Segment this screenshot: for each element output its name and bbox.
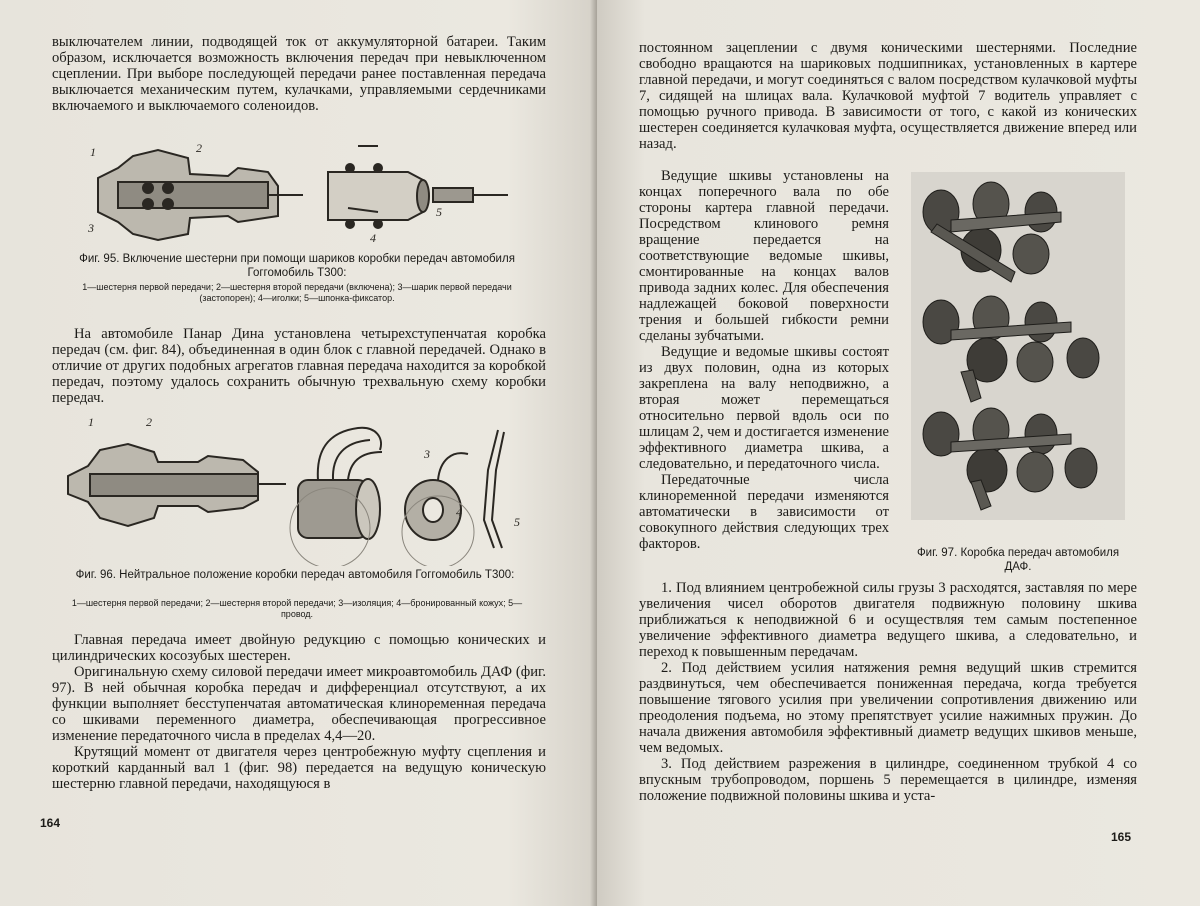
left-text-block-top — [52, 34, 546, 114]
right-para-top: постоянном зацеплении с двумя коническими шестернями. Последние свободно вращаются на шариковых подшипниках, установленных в картере главной передачи, и могут соединяться с валом посредством кулачковой муфты 7, сидящей на шлицах вала. Кулачковой муфтой 7 водитель управляет с помощью ручного привода. В зависимости от того, с какой из конических шестерен соединяется кулачковая муфта, осуществляется движение вперед или назад. — [639, 40, 1137, 152]
fig95-label-3: 3 — [88, 221, 94, 235]
fig96-label-5: 5 — [514, 515, 520, 529]
left-para-torque: Крутящий момент от двигателя через центробежную муфту сцепления и короткий карданный вал 1 (фиг. 98) передается на ведущую коническую шестерню главной передачи, находящуюся в — [52, 744, 546, 792]
fig96-drawing — [58, 410, 538, 566]
fig95-label-1: 1 — [90, 145, 96, 159]
fig95-legend: 1—шестерня первой передачи; 2—шестерня второй передачи (включена); 3—шарик первой передачи (застопорен); 4—иголки; 5—шпонка-фиксатор. — [82, 282, 512, 303]
left-page-number: 164 — [40, 816, 61, 830]
left-para-main-drive: Главная передача имеет двойную редукцию с помощью конических и цилиндрических косозубых шестерен. — [52, 632, 546, 664]
fig95-label-5: 5 — [436, 205, 442, 219]
fig96-label-3: 3 — [424, 447, 430, 461]
fig96-legend: 1—шестерня первой передачи; 2—шестерня второй передачи; 3—изоляция; 4—бронированный кожух; 5—провод. — [71, 598, 523, 619]
right-para-pulleys: Ведущие шкивы установлены на концах поперечного вала по обе стороны картера главной передачи. Посредством клинового ремня вращение передается на соответствующие ведомые шкивы, смонтированные на концах валов привода задних колес. Для обеспечения надлежащей боковой поверхности трения и большей гибкости ремни сделаны зубчатыми. — [639, 168, 889, 344]
fig95-label-4: 4 — [370, 231, 376, 245]
fig96-label-2: 2 — [146, 415, 152, 429]
left-page — [0, 0, 597, 906]
fig96-label-4: 4 — [456, 505, 462, 519]
right-item-1: 1. Под влиянием центробежной силы грузы 3 расходятся, заставляя по мере увеличения чисел оборотов двигателя подвижную половину шкива приближаться к неподвижной 6 и осуществляя тем самым постепенное увеличение эффективного диаметра ведущего шкива, а следовательно, и переход к повышенным передачам. — [639, 580, 1137, 660]
fig96-label-1: 1 — [88, 415, 94, 429]
left-text-block-bottom — [52, 632, 546, 792]
fig97-caption: Фиг. 97. Коробка передач автомобиля ДАФ. — [916, 547, 1120, 573]
right-page — [597, 0, 1200, 906]
right-text-column — [639, 168, 889, 552]
right-text-block-bottom — [639, 580, 1137, 804]
right-text-block-top — [639, 40, 1137, 152]
fig95-label-2: 2 — [196, 141, 202, 155]
right-para-ratios: Передаточные числа клиноременной передачи изменяются автоматически в зависимости от совокупного действия следующих трех факторов. — [639, 472, 889, 552]
fig95-drawing — [78, 138, 518, 246]
fig96-caption: Фиг. 96. Нейтральное положение коробки передач автомобиля Гоггомобиль Т300: — [75, 569, 515, 581]
fig97-photo — [911, 172, 1125, 520]
left-para-daf: Оригинальную схему силовой передачи имеет микроавтомобиль ДАФ (фиг. 97). В ней обычная коробка передач и дифференциал отсутствуют, а их функции выполняет бесступенчатая автоматическая клиноременная передача со шкивами переменного диаметра, обеспечивающая прогрессивное изменение передаточного числа в пределах 4,4—20. — [52, 664, 546, 744]
left-text-block-mid — [52, 326, 546, 406]
left-para-panhard: На автомобиле Панар Дина установлена четырехступенчатая коробка передач (см. фиг. 84), объединенная в один блок с главной передачей. Однако в отличие от других подобных агрегатов главная передача находится за коробкой передач, поэтому удалось сохранить обычную трехвальную схему коробки передач. — [52, 326, 546, 406]
right-para-halves: Ведущие и ведомые шкивы состоят из двух половин, одна из которых закреплена на валу неподвижно, а вторая может перемещаться относительно первой вдоль оси по шлицам 2, чем и достигается изменение эффективного диаметра шкива, а следовательно, и передаточного числа. — [639, 344, 889, 472]
right-item-2: 2. Под действием усилия натяжения ремня ведущий шкив стремится раздвинуться, чем обеспечивается пониженная передача, когда требуется повышение тягового усилия при увеличении сопротивления движению или преодоления подъема, но этому препятствует усилие нажимных пружин. До начала движения автомобиля эффективный диаметр ведущих шкивов меньше, чем ведомых. — [639, 660, 1137, 756]
left-para-top: выключателем линии, подводящей ток от аккумуляторной батареи. Таким образом, исключается возможность включения передач при невыключенном сцеплении. При выборе последующей передачи ранее поставленная передача выключается механическим путем, кулачками, управляемыми сердечниками включаемого и выключаемого соленоидов. — [52, 34, 546, 114]
right-item-3: 3. Под действием разрежения в цилиндре, соединенном трубкой 4 со впускным трубопроводом, поршень 5 перемещается в цилиндре, изменяя положение подвижной половины шкива и уста- — [639, 756, 1137, 804]
right-page-number: 165 — [1111, 830, 1132, 844]
fig95-caption: Фиг. 95. Включение шестерни при помощи шариков коробки передач автомобиля Гоггомобиль Т300: — [79, 253, 515, 279]
